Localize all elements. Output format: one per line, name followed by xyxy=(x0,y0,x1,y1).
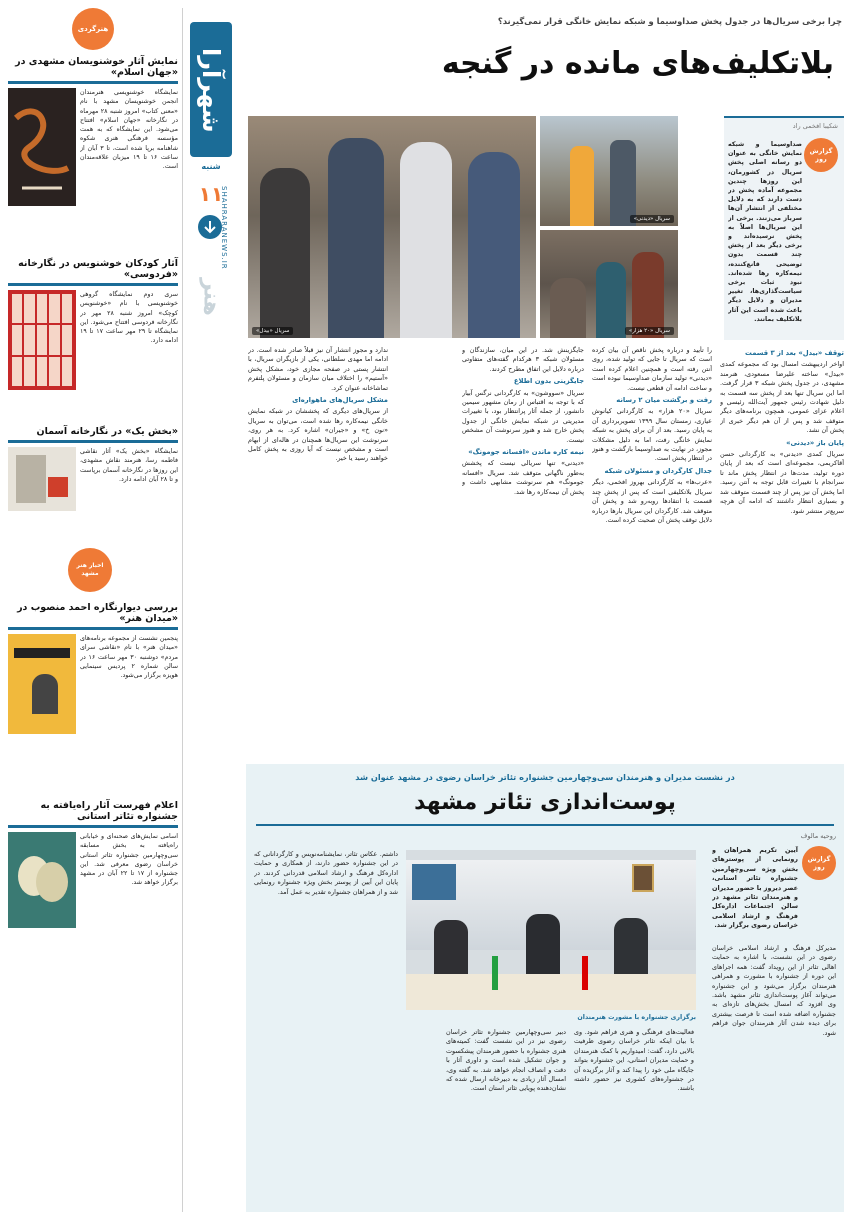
paragraph: از سریال‌های دیگری که پخششان در شبکه نمایش خانگی نیمه‌کاره رها شده است، می‌توان به سریال «نون خ» و «جیران» اشاره کرد. به هر روی، سرنوشت این سریال‌ها همچنان در هاله‌ای از ابهام است و مشخص نیست که آیا روزی به پخش کامل خواهند رسید یا خیر. xyxy=(248,407,388,463)
event-title: پوست‌اندازی تئاتر مشهد xyxy=(414,790,676,815)
masthead-section: هنر xyxy=(198,278,224,316)
event-column-3: دبیر سی‌وچهارمین جشنواره تئاتر خراسان رضوی نیز در این نشست گفت: کمیته‌های هنری جشنواره با حضور هنرمندان پیشکسوت و جوان تشکیل شده است و داوری آثار با دقت و انصاف انجام خواهد شد. به گفته وی، امسال آثار زیادی به دبیرخانه ارسال شده که نشان‌دهنده پویایی تئاتر استان است. xyxy=(446,1028,566,1093)
sidebar-item-body: نمایشگاه خوشنویسی هنرمندان انجمن خوشنویسان مشهد با نام «معنی کتاب» امروز شنبه ۲۸ مهرماه در نگارخانه «جهان اسلام» افتتاح می‌شود. این نمایشگاه که به همت مؤسسه فرهنگی هنری شکوه شاهنامه برپا شده است، تا ۳ آبان از ساعت ۱۶ تا ۱۹ میزبان علاقه‌مندان است. xyxy=(80,89,178,171)
paragraph: سریال «۲۰ هزار» به کارگردانی کیانوش عیاری، زمستان سال ۱۳۹۹ تصویربرداری آن به پایان رسید. بعد از آن برای پخش به شبکه نمایش خانگی رفت، اما به دلیل مشکلات مجوز، در نهایت به صداوسیما بازگشت و هنوز در انتظار پخش است. xyxy=(592,407,712,463)
subhead: جدال کارگردان و مسئولان شبکه xyxy=(604,466,712,475)
paragraph: ندارد و مجوز انتشار آن نیز قبلاً صادر شده است. در ادامه اما مهدی سلطانی، یکی از بازیگران سریال، با انتشار پستی در صفحه مجازی خود، مشکل پخش «آستیم» را اختلاف میان سازمان و مسئولان پلتفرم تماشاخانه عنوان کرد. xyxy=(248,346,388,392)
sidebar-badge: هنرگردی xyxy=(72,8,114,50)
masthead-name: شهرآرا xyxy=(197,47,225,133)
sidebar xyxy=(8,8,178,1212)
sidebar-item-title: آثار کودکان خوشنویس در نگارخانه «فردوسی» xyxy=(18,258,178,280)
column-b xyxy=(592,346,712,756)
paragraph: «عرب‌ها» به کارگردانی بهروز افخمی، دیگر سریال بلاتکلیفی است که پس از پخش چند قسمت با انتقادها روبه‌رو شد و پخش آن متوقف شد. کارگردان این سریال بارها درباره دلایل توقف پخش آن صحبت کرده است. xyxy=(592,478,712,524)
event-lead: آیین تکریم همراهان و رونمایی از پوسترهای بخش ویژه سی‌وچهارمین جشنواره تئاتر استانی، عصر دیروز با حضور مدیران و هنرمندان تئاتر مشهد در سالن اجتماعات اداره‌کل فرهنگ و ارشاد اسلامی خراسان رضوی برگزار شد. xyxy=(712,846,798,930)
lead-text: صداوسیما و شبکه نمایش خانگی به عنوان دو رسانه اصلی پخش سریال در کشورمان، این روزها چندین مجموعه آماده پخش در دست دارند که به دلایل مختلفی از انتشار آن‌ها سرباز می‌زنند. برخی از این سریال‌ها اصلاً به پخش نرسیده‌اند و برخی دیگر بعد از پخش چند قسمت بدون توضیحی قانع‌کننده، نیمه‌کاره رها شده‌اند. نبود ثبات برخی سیاست‌گذاری‌ها، تغییر مدیران و دلایل دیگر باعث شده است این آثار بلاتکلیف بمانند. xyxy=(728,141,802,323)
column-a xyxy=(720,346,844,756)
sidebar-item-title: بررسی دیوارنگاره احمد منصوب در «میدان هنر» xyxy=(17,602,178,624)
theater-poster-image xyxy=(8,832,76,928)
event-column-2: فعالیت‌های فرهنگی و هنری فراهم شود. وی با بیان اینکه تئاتر خراسان رضوی ظرفیت بالایی دارد، گفت: امیدواریم با کمک هنرمندان و حمایت مدیران استانی، این جشنواره بتواند جایگاه ملی خود را پیدا کند و آثار برگزیده آن در جشنواره‌های کشوری نیز حضور داشته باشند. xyxy=(574,1028,694,1093)
sidebar-badge-2: اخبار هنر مشهد xyxy=(68,548,112,592)
sidebar-item-title: «بخش یک» در نگارخانه آسمان xyxy=(36,426,178,437)
site-url[interactable]: SHAHRARANEWS.IR xyxy=(220,186,228,270)
caption-bidel: سریال «بیدل» xyxy=(252,327,293,335)
subhead: پایان باز «دیدنی» xyxy=(786,438,844,447)
paragraph: سریال «سووشون» به کارگردانی نرگس آبیار که با توجه به اقتباس از رمان مشهور سیمین دانشور، از جمله آثار پرانتظار بود، با تغییرات مدیریتی در شبکه نمایش خانگی از جدول پخش خارج شد و هنوز سرنوشت آن مشخص نیست. xyxy=(462,388,584,444)
subhead: توقف «بیدل» بعد از ۳ قسمت xyxy=(745,349,844,357)
sidebar-item-body: اسامی نمایش‌های صحنه‌ای و خیابانی راه‌یافته به بخش مسابقه سی‌وچهارمین جشنواره تئاتر استانی خراسان رضوی معرفی شد. این جشنواره از ۱۷ تا ۲۲ آبان در مشهد برگزار خواهد شد. xyxy=(80,833,178,887)
column-c xyxy=(462,346,584,756)
sidebar-item-body: نمایشگاه «بخش یک» آثار نقاشی فاطمه رسا، هنرمند نقاش مشهدی، این روزها در نگارخانه آسمان برپاست و تا ۲۸ آبان ادامه دارد. xyxy=(80,448,178,483)
event-kicker: در نشست مدیران و هنرمندان سی‌وچهارمین جشنواره تئاتر خراسان رضوی در مشهد عنوان شد xyxy=(355,772,735,782)
sidebar-item xyxy=(8,56,178,278)
event-poster-image xyxy=(8,634,76,734)
page-number: ۱۱ xyxy=(198,182,224,206)
sidebar-item xyxy=(8,602,178,794)
event-photo xyxy=(406,850,696,1010)
photo-bidel xyxy=(248,116,536,338)
subhead: جایگزینی بدون اطلاع xyxy=(513,377,584,386)
subhead: رفت و برگشت میان ۲ رسانه xyxy=(616,396,712,405)
sidebar-item xyxy=(8,800,178,1220)
event-badge: گزارش روز xyxy=(802,846,836,880)
author: شکیبا افخمی راد xyxy=(792,122,838,130)
masthead-day: شنبه xyxy=(201,162,221,171)
paragraph: را تأیید و درباره پخش ناقص آن بیان کرده است که سریال تا جایی که تولید شده، روی آنتن رفته است و همچنین اعلام کرده است «دیدنی» تولید سازمان صداوسیما نبوده است و ساخت ادامه آن قطعی نیست. xyxy=(592,346,712,392)
sidebar-item-title: نمایش آثار خوشنویسان مشهدی در «جهان اسلام» xyxy=(15,56,178,78)
event-column-1: مدیرکل فرهنگ و ارشاد اسلامی خراسان رضوی در این نشست، با اشاره به حمایت اهالی تئاتر از این رویداد گفت: همه اجراهای این دوره از جشنواره با مشورت و همراهی هنرمندان برگزار می‌شود و این جشنواره می‌تواند آغاز پوست‌اندازی تئاتر مشهد باشد. وی افزود که امسال بخش‌های تازه‌ای به جشنواره اضافه شده است تا فرصت بیشتری برای دیده شدن آثار هنرمندان جوان فراهم شود. xyxy=(712,944,836,1037)
caption-didani: سریال «دیدنی» xyxy=(630,215,674,223)
event-column-4: داشتم. عکاس تئاتر، نمایشنامه‌نویس و کارگردانانی که در این جشنواره حضور دارند، از همکاری و حمایت اداره‌کل فرهنگ و ارشاد اسلامی قدردانی کردند. در پایان این آیین از پوستر بخش ویژه جشنواره رونمایی شد و از همراهان جشنواره تقدیر به عمل آمد. xyxy=(254,850,398,896)
event-lead-box xyxy=(712,832,836,932)
sidebar-item xyxy=(8,258,178,422)
sidebar-item-title: اعلام فهرست آثار راه‌یافته به جشنواره تئاتر استانی xyxy=(40,800,178,822)
lead-box xyxy=(724,116,844,340)
column-d xyxy=(248,346,388,756)
photo-20hezar xyxy=(540,230,678,338)
sidebar-item-body: پنجمین نشست از مجموعه برنامه‌های «میدان هنر» با نام «نقاشی سرای مردم» دوشنبه ۳۰ مهر ساعت ۱۶ در سالن شماره ۲ پردیس سینمایی هویزه برگزار می‌شود. xyxy=(80,635,178,680)
calligraphy-image xyxy=(8,88,76,206)
paragraph: جایگزینش شد. در این میان، سازندگان و مسئولان شبکه ۳ هرکدام گفته‌های متفاوتی درباره دلایل این اتفاق مطرح کردند. xyxy=(462,346,584,373)
subhead: مشکل سریال‌های ماهواره‌ای xyxy=(292,396,388,405)
photo-didani xyxy=(540,116,678,226)
painting-image xyxy=(8,447,76,511)
event-author: روحیه مالوف xyxy=(800,832,836,840)
report-badge: گزارش روز xyxy=(804,138,838,172)
main-title: بلاتکلیف‌های مانده در گنجه xyxy=(441,46,834,81)
paragraph: سریال کمدی «دیدنی» به کارگردانی حسن آقاکریمی، مجموعه‌ای است که بعد از پایان دوره تولید، مدت‌ها در انتظار پخش ماند تا سرانجام با تغییرات قابل توجه به آنتن رسید. اما پخش آن نیز پس از چند قسمت متوقف شد و بسیاری انتظار داشتند که ادامه آن هرچه سریع‌تر منتشر شود. xyxy=(720,450,844,515)
caption-20hezar: سریال «۲۰ هزار» xyxy=(625,327,674,335)
sidebar-item-body: سری دوم نمایشگاه گروهی خوشنویسی با نام «خوشنویس کوچک» امروز شنبه ۲۸ مهر در نگارخانه فردوسی افتتاح می‌شود. این نمایشگاه تا ۲۹ مهر ساعت ۱۷ تا ۱۹ ادامه دارد. xyxy=(80,291,178,345)
top-question: چرا برخی سریال‌ها در جدول پخش صداوسیما و شبکه نمایش خانگی قرار نمی‌گیرند؟ xyxy=(497,16,842,26)
paragraph: «دیدنی» تنها سریالی نیست که پخشش به‌طور ناگهانی متوقف شد. سریال «افسانه جومونگ» هم سرنوشت مشابهی داشت و پخش آن نیمه‌کاره رها شد. xyxy=(462,459,584,496)
poster-image xyxy=(8,290,76,390)
subhead: نیمه کاره ماندن «افسانه جومونگ» xyxy=(468,448,584,457)
paragraph: اواخر اردیبهشت امسال بود که مجموعه کمدی «بیدل» ساخته علیرضا مسعودی، هنرمند مشهدی، در جدول پخش شبکه ۳ قرار گرفت. اما این سریال تنها بعد از پخش سه قسمت به دلیل شهادت رئیس جمهور آیت‌الله رئیسی و اعلام عزای عمومی، همچون برنامه‌های دیگر متوقف شد و پس از آن هم دیگر خبری از پخش آن نشد. xyxy=(720,360,844,435)
sidebar-item xyxy=(8,426,178,559)
event-story xyxy=(246,764,844,1212)
event-photo-caption: برگزاری جشنواره با مشورت هنرمندان xyxy=(577,1014,696,1021)
